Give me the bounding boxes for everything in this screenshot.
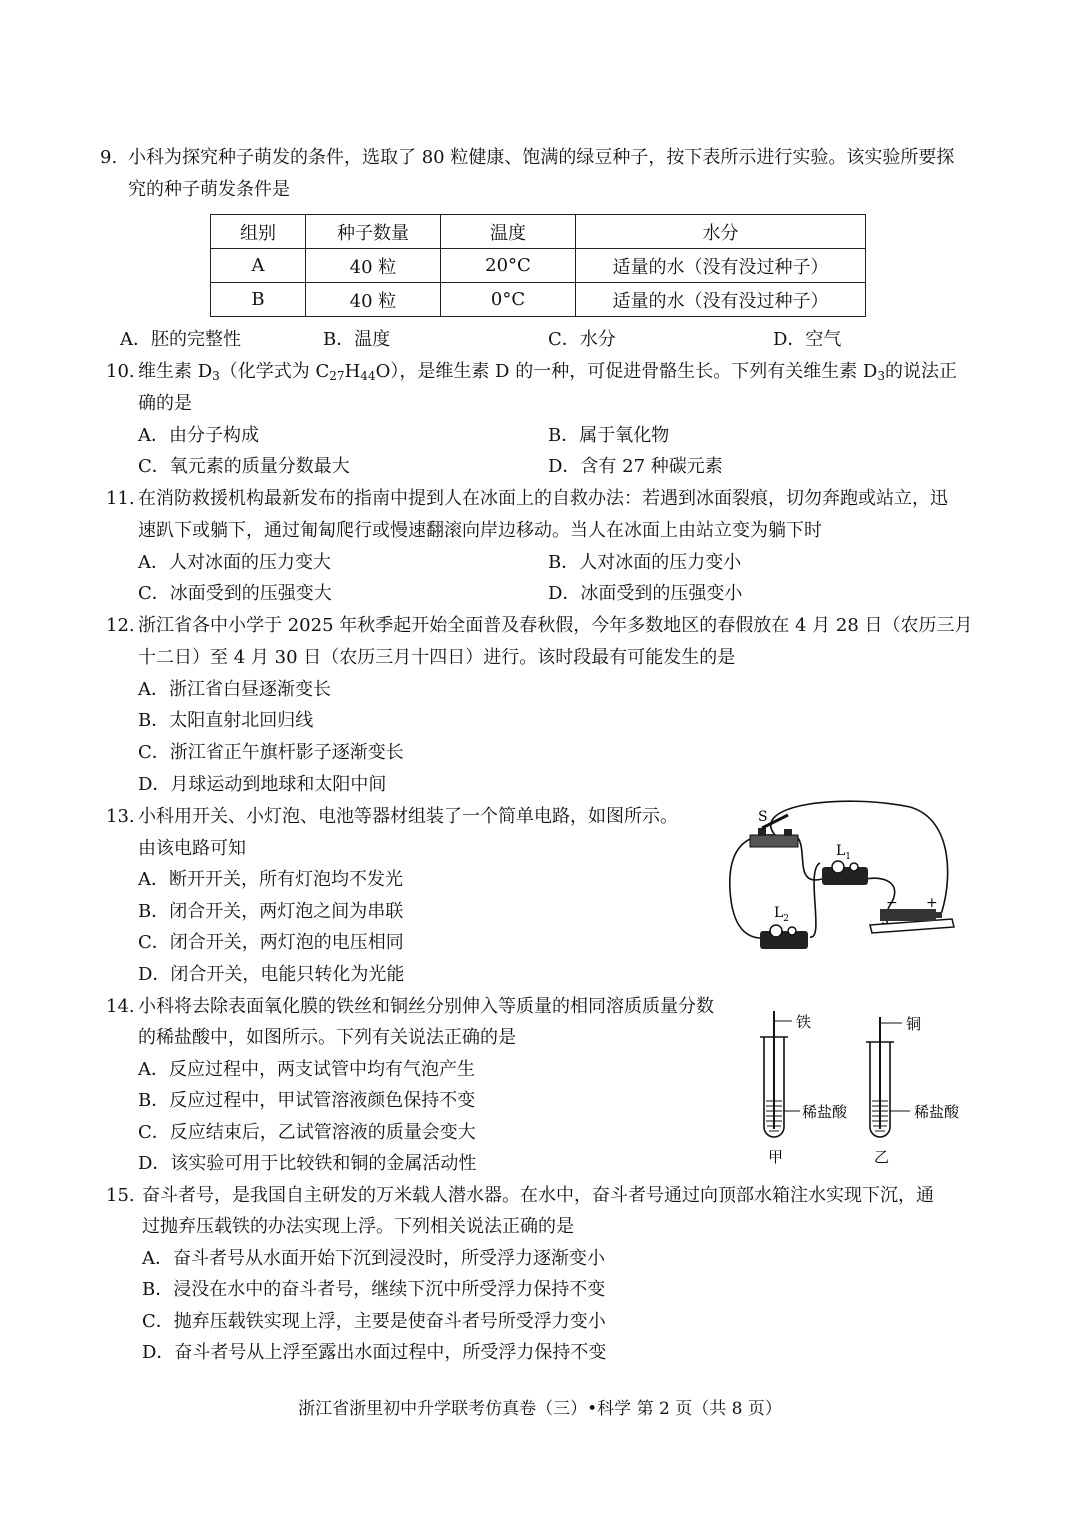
q9-option-a: A．胚的完整性	[120, 329, 241, 350]
page-footer: 浙江省浙里初中升学联考仿真卷（三）•科学 第 2 页（共 8 页）	[298, 1399, 782, 1419]
table-header-row	[211, 215, 866, 249]
q11-stem-line1: 在消防救援机构最新发布的指南中提到人在冰面上的自救办法：若遇到冰面裂痕，切勿奔跑或站立，迅	[138, 488, 948, 509]
q11-stem-line2: 速趴下或躺下，通过匍匐爬行或慢速翻滚向岸边移动。当人在冰面上由站立变为躺下时	[138, 520, 822, 541]
lamp2-label: $L_2$	[774, 905, 790, 924]
q13-option-c: C．闭合开关，两灯泡的电压相同	[138, 932, 404, 953]
q15-number: 15.	[106, 1185, 135, 1206]
table-cell: 适量的水（没有没过种子）	[576, 283, 866, 317]
table-cell: A	[211, 249, 306, 283]
experiment-table	[210, 214, 866, 317]
table-cell: 0°C	[441, 283, 576, 317]
q15-stem-line2: 过抛弃压载铁的办法实现上浮。下列相关说法正确的是	[142, 1216, 574, 1237]
q13-option-a: A．断开开关，所有灯泡均不发光	[138, 869, 403, 890]
table-cell: 40 粒	[306, 249, 441, 283]
q10-option-d: D．含有 27 种碳元素	[548, 456, 723, 477]
q11-number: 11.	[106, 488, 135, 509]
q9-option-d: D．空气	[773, 329, 842, 350]
q11-option-d: D．冰面受到的压强变小	[548, 583, 743, 604]
q14-option-b: B．反应过程中，甲试管溶液颜色保持不变	[138, 1090, 476, 1111]
q15-stem-line1: 奋斗者号，是我国自主研发的万米载人潜水器。在水中，奋斗者号通过向顶部水箱注水实现下沉，通	[142, 1185, 934, 1206]
q13-option-b: B．闭合开关，两灯泡之间为串联	[138, 901, 404, 922]
q14-option-c: C．反应结束后，乙试管溶液的质量会变大	[138, 1122, 476, 1143]
table-cell: 适量的水（没有没过种子）	[576, 249, 866, 283]
lamp1-label: $L_1$	[836, 843, 852, 862]
q12-stem-line1: 浙江省各中小学于 2025 年秋季起开始全面普及春秋假，今年多数地区的春假放在 4 月 28 日（农历三月	[138, 615, 973, 636]
q14-option-a: A．反应过程中，两支试管中均有气泡产生	[138, 1059, 475, 1080]
lamp-l1	[822, 861, 868, 885]
q11-option-c: C．冰面受到的压强变大	[138, 583, 332, 604]
table-header: 温度	[441, 215, 576, 249]
battery-minus-label: −	[886, 895, 898, 911]
q15-option-d: D．奋斗者号从上浮至露出水面过程中，所受浮力保持不变	[142, 1342, 607, 1363]
q12-number: 12.	[106, 615, 135, 636]
test-tube-yi	[866, 1017, 910, 1137]
tube-yi-label: 乙	[874, 1148, 890, 1166]
q14-stem-line1: 小科将去除表面氧化膜的铁丝和铜丝分别伸入等质量的相同溶质质量分数	[138, 996, 714, 1017]
circuit-diagram	[720, 795, 970, 960]
table-header: 种子数量	[306, 215, 441, 249]
battery	[870, 909, 954, 933]
q10-stem-line2: 确的是	[138, 393, 192, 414]
q12-option-b: B．太阳直射北回归线	[138, 710, 314, 731]
q9-option-b: B．温度	[323, 329, 391, 350]
q11-option-b: B．人对冰面的压力变小	[548, 552, 742, 573]
q13-number: 13.	[106, 806, 135, 827]
q9-stem-line1: 小科为探究种子萌发的条件，选取了 80 粒健康、饱满的绿豆种子，按下表所示进行实验。该实验所要探	[128, 147, 955, 168]
table-header: 水分	[576, 215, 866, 249]
q12-option-d: D．月球运动到地球和太阳中间	[138, 774, 387, 795]
acid-label-1: 稀盐酸	[802, 1103, 848, 1121]
q13-option-d: D．闭合开关，电能只转化为光能	[138, 964, 405, 985]
test-tubes-diagram	[750, 1005, 980, 1175]
q9-stem-line2: 究的种子萌发条件是	[128, 179, 290, 200]
q11-option-a: A．人对冰面的压力变大	[138, 552, 331, 573]
battery-plus-label: +	[926, 895, 938, 911]
q10-stem-line1: 维生素 $D_3$（化学式为 $C_{27}H_{44}O$），是维生素 D 的一种，可促进骨骼生长。下列有关维生素 $D_3$的说法正	[138, 361, 957, 383]
switch-label: S	[758, 809, 768, 825]
q10-option-b: B．属于氧化物	[548, 425, 670, 446]
q15-option-b: B．浸没在水中的奋斗者号，继续下沉中所受浮力保持不变	[142, 1279, 606, 1300]
acid-label-2: 稀盐酸	[914, 1103, 960, 1121]
table-row	[211, 283, 866, 317]
q12-option-c: C．浙江省正午旗杆影子逐渐变长	[138, 742, 404, 763]
q12-stem-line2: 十二日）至 4 月 30 日（农历三月十四日）进行。该时段最有可能发生的是	[138, 647, 736, 668]
q12-option-a: A．浙江省白昼逐渐变长	[138, 679, 331, 700]
tube-jia-label: 甲	[768, 1148, 784, 1166]
q13-stem-line1: 小科用开关、小灯泡、电池等器材组装了一个简单电路，如图所示。	[138, 806, 678, 827]
table-cell: 20°C	[441, 249, 576, 283]
q13-stem-line2: 由该电路可知	[138, 838, 246, 859]
q10-option-c: C．氧元素的质量分数最大	[138, 456, 350, 477]
q10-number: 10.	[106, 361, 135, 382]
table-row	[211, 249, 866, 283]
table-cell: 40 粒	[306, 283, 441, 317]
lamp-l2	[760, 925, 808, 949]
q9-option-c: C．水分	[548, 329, 616, 350]
q15-option-a: A．奋斗者号从水面开始下沉到浸没时，所受浮力逐渐变小	[142, 1248, 605, 1269]
q14-stem-line2: 的稀盐酸中，如图所示。下列有关说法正确的是	[138, 1027, 516, 1048]
table-cell: B	[211, 283, 306, 317]
test-tube-jia	[760, 1011, 800, 1137]
q10-option-a: A．由分子构成	[138, 425, 259, 446]
copper-wire-label: 铜	[906, 1015, 922, 1033]
q14-number: 14.	[106, 996, 135, 1017]
table-header: 组别	[211, 215, 306, 249]
iron-wire-label: 铁	[796, 1013, 812, 1031]
q9-number: 9.	[100, 147, 118, 168]
q15-option-c: C．抛弃压载铁实现上浮，主要是使奋斗者号所受浮力变小	[142, 1311, 606, 1332]
q14-option-d: D．该实验可用于比较铁和铜的金属活动性	[138, 1153, 477, 1174]
